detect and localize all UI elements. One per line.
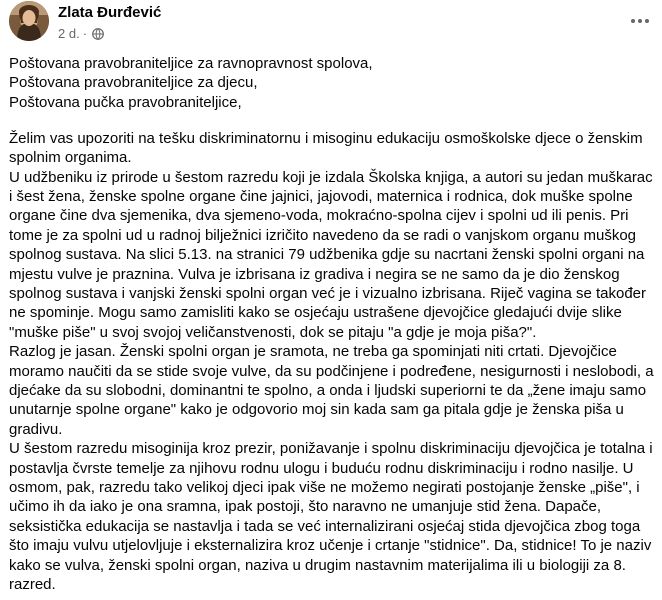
post-paragraph: U šestom razredu misoginija kroz prezir, ponižavanje i spolnu diskriminaciju djevojčica je totalna i postavlja čvrste temelje za njihovu rodnu ulogu i buduću rodnu diskriminaciju i rodno nasilje. U osmom, pak, razredu tako velikoj djeci ipak više ne možemo negirati postojanje ženske „piše", i učimo ih da iako je ona sramna, ipak postoji, što naravno ne umanjuje stid žena. Dapače, seksistička edukacija se nastavlja i tada se već internalizirani osjećaj stida djevojčica zbog toga što imaju vulvu utjelovljuje i eksternalizira kroz učenje i crtanje "stidnice". Da, stidnice! To je naziv kako se vulva, ženski spolni organ, naziva u drugim nastavnim materijalima ili u biologiji za 8. razred. <box>9 440 653 594</box>
more-options-button[interactable] <box>625 6 655 36</box>
globe-icon[interactable] <box>92 28 104 40</box>
greeting-line: Poštovana pravobraniteljice za ravnopravnost spolova, <box>9 55 373 72</box>
greeting-line: Poštovana pučka pravobraniteljice, <box>9 93 242 111</box>
greeting-line: Poštovana pravobraniteljice za djecu, <box>9 74 258 92</box>
avatar-photo <box>9 1 49 41</box>
post-paragraph: Želim vas upozoriti na tešku diskriminatornu i misoginu edukaciju osmoškolske djece o ženskim spolnim organima. <box>9 129 643 167</box>
meta-separator: · <box>82 26 88 41</box>
post-body <box>9 54 657 594</box>
post-meta <box>58 26 104 42</box>
more-horizontal-icon <box>630 18 650 24</box>
post-paragraph: U udžbeniku iz prirode u šestom razredu koji je izdala Školska knjiga, a autori su jedan muškarac i šest žena, ženske spolne organe čine jajnici, jajovodi, maternica i rodnica, dok muške spolne organe čine dva sjemenika, dva sjemeno-voda, mokraćno-spolna cijev i spolni ud ili penis. Pri tome je za spolni ud u radnoj bilježnici izričito navedeno da se radi o vanjskom organu muškog spolnog sustava. Na slici 5.13. na stranici 79 udžbenika gdje su nacrtani ženski spolni organi na mjestu vulve je praznina. Vulva je izbrisana iz gradiva i negira se ne samo da je dio ženskog spolnog sustava i vanjski ženski spolni organ već je i vizualno izbrisana. Riječ vagina se također ne spominje. Mogu samo zamisliti kako se osjećaju ustrašene djevojčice gledajući dvije slike "muške piše" u svoj svojoj veličanstvenosti, dok se pitaju "a gdje je moja piša?". <box>9 168 653 341</box>
post-paragraph: Razlog je jasan. Ženski spolni organ je sramota, ne treba ga spominjati niti crtati. Djevojčice moramo naučiti da se stide svoje vulve, da su podčinjene i podređene, nesigurnosti i neslobodi, a djećake da su slobodni, dominantni te spolno, a onda i ljudski superiorni te da „žene imaju samo unutarnje spolne organe" kako je odgovorio moj sin kada sam ga pitala gdje je ženska piša u gradivu. <box>9 343 654 438</box>
avatar[interactable] <box>9 1 49 41</box>
post-header <box>0 0 662 52</box>
post-time[interactable]: 2 d. <box>58 26 80 41</box>
greetings <box>9 54 657 112</box>
author-name[interactable]: Zlata Đurđević <box>58 4 162 21</box>
